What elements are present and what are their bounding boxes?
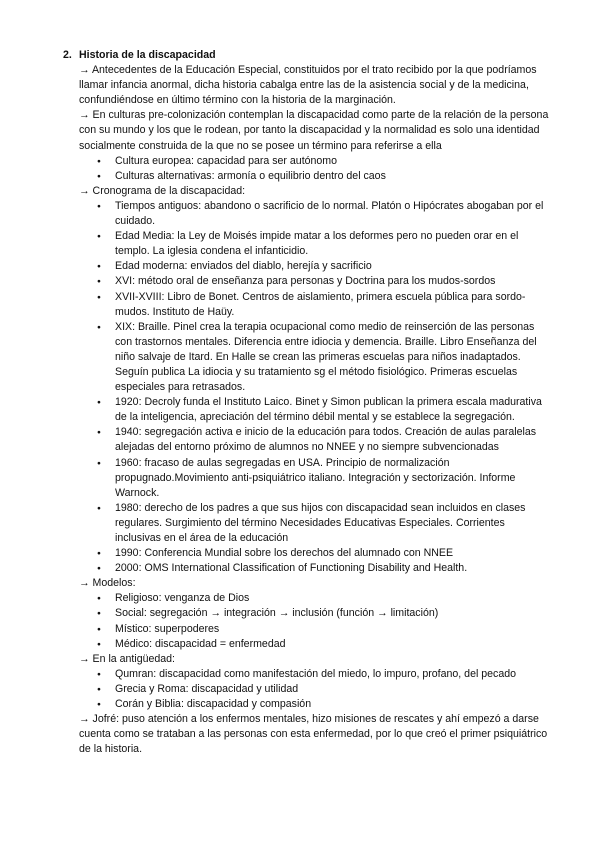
intro-paragraph-antecedentes: → Antecedentes de la Educación Especial, constituidos por el trato recibido por la que podríamos llamar infancia anormal, dicha historia cabalga entre las de la asistencia social y de la medicina, confundiéndose en último término con la historia de la marginación. xyxy=(79,64,537,107)
list-item: ● Cultura europea: capacidad para ser autónomo xyxy=(115,154,551,169)
list-item: ● Médico: discapacidad = enfermedad xyxy=(115,637,551,652)
document-body xyxy=(63,48,551,757)
list-item: ● 1940: segregación activa e inicio de la educación para todos. Creación de aulas paralelas alejadas del entorno próximo de alumnos no NNEE y no siempre subvencionadas xyxy=(115,425,551,455)
list-item: ● Culturas alternativas: armonía o equilibrio dentro del caos xyxy=(115,169,551,184)
list-item: ● 1920: Decroly funda el Instituto Laico. Binet y Simon publican la primera escala madurativa de la inteligencia, apreciación del término débil mental y se establece la segregación. xyxy=(115,395,551,425)
intro-paragraph-pre-colonizacion: → En culturas pre-colonización contemplan la discapacidad como parte de la relación de la persona con su mundo y los que le rodean, por tanto la discapacidad y la normalidad es solo una identidad socialmente construida de la que no se posee un término para referirse a ella xyxy=(79,109,549,152)
list-item: ● XVI: método oral de enseñanza para personas y Doctrina para los mudos-sordos xyxy=(115,274,551,289)
list-item: ● XVII-XVIII: Libro de Bonet. Centros de aislamiento, primera escuela pública para sordo-mudos. Instituto de Haüy. xyxy=(115,290,551,320)
list-item: ● Edad moderna: enviados del diablo, herejía y sacrificio xyxy=(115,259,551,274)
list-item: ● 2000: OMS International Classification of Functioning Disability and Health. xyxy=(115,561,551,576)
list-item: ● 1980: derecho de los padres a que sus hijos con discapacidad sean incluidos en clases regulares. Surgimiento del término Necesidades Educativas Especiales. Corrientes inclusivas en el área de la educación xyxy=(115,501,551,546)
models-list xyxy=(63,591,551,651)
antiquity-list xyxy=(63,667,551,712)
section-heading xyxy=(47,48,551,63)
closing-paragraph-jofre: → Jofré: puso atención a los enfermos mentales, hizo misiones de rescates y ahí empezó a darse cuenta como se trataban a las personas con esta enfermedad, por lo que creó el primer psiquiátrico de la historia. xyxy=(79,713,548,756)
chronogram-list xyxy=(63,199,551,576)
list-item: ● Corán y Biblia: discapacidad y compasión xyxy=(115,697,551,712)
section-number: 2. xyxy=(63,49,72,61)
chronogram-label: → Cronograma de la discapacidad: xyxy=(79,184,246,197)
list-item: ● Místico: superpoderes xyxy=(115,622,551,637)
list-item: ● Social: segregación → integración → inclusión (función → limitación) xyxy=(115,606,551,621)
models-label: → Modelos: xyxy=(79,577,136,590)
section-title: Historia de la discapacidad xyxy=(79,49,216,61)
list-item: ● 1990: Conferencia Mundial sobre los derechos del alumnado con NNEE xyxy=(115,546,551,561)
list-item: ● Grecia y Roma: discapacidad y utilidad xyxy=(115,682,551,697)
list-item: ● Edad Media: la Ley de Moisés impide matar a los deformes pero no pueden orar en el templo. La iglesia condena el infanticidio. xyxy=(115,229,551,259)
list-item: ● Tiempos antiguos: abandono o sacrificio de lo normal. Platón o Hipócrates abogaban por el cuidado. xyxy=(115,199,551,229)
list-item: ● XIX: Braille. Pinel crea la terapia ocupacional como medio de reinserción de las personas con trastornos mentales. Diferencia entre idiocia y demencia. Braille. Libro Enseñanza del niño salvaje de Itard. En Halle se crean las primeras escuelas para niños inadaptados. Seguín publica La idiocia y su tratamiento sg el método fisiológico. Primeras escuelas especiales para retrasados. xyxy=(115,320,551,395)
list-item: ● Qumran: discapacidad como manifestación del miedo, lo impuro, profano, del pecado xyxy=(115,667,551,682)
list-item: ● Religioso: venganza de Dios xyxy=(115,591,551,606)
list-item: ● 1960: fracaso de aulas segregadas en USA. Principio de normalización propugnado.Movimiento anti-psiquiátrico italiano. Integración y sectorización. Informe Warnock. xyxy=(115,456,551,501)
antiquity-label: → En la antigüedad: xyxy=(79,652,176,665)
cultures-list xyxy=(63,154,551,184)
